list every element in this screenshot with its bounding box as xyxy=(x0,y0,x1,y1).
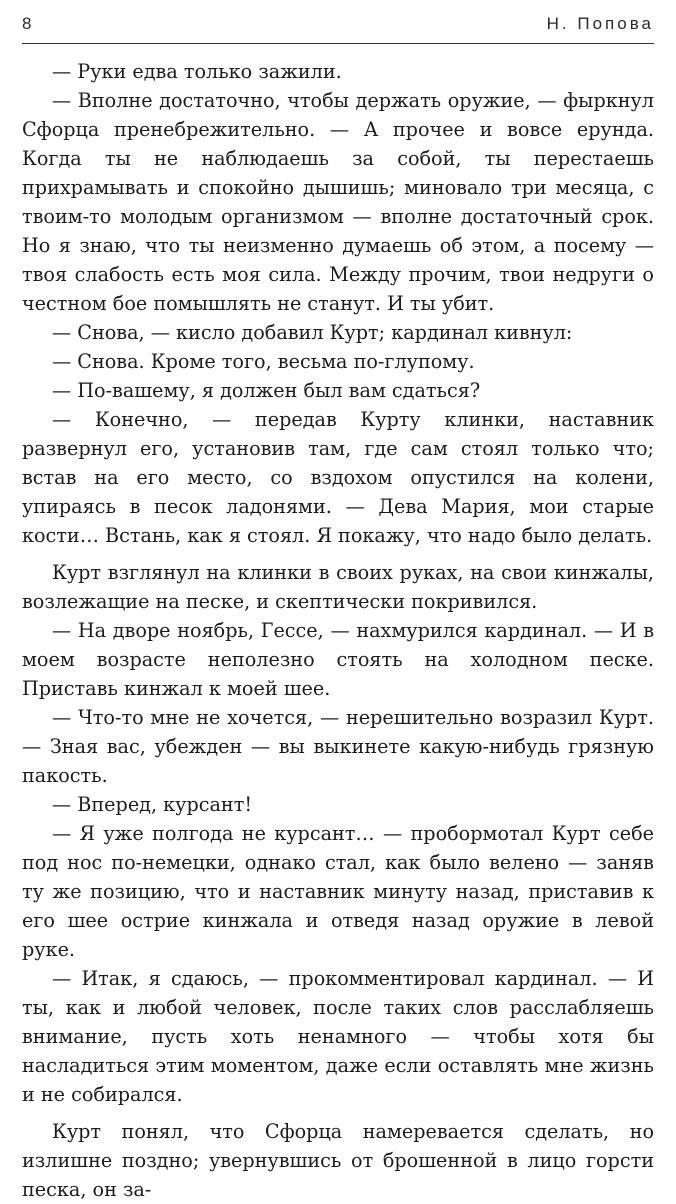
paragraph: — На дворе ноябрь, Гессе, — нахмурился кардинал. — И в моем возрасте неполезно стоять на холодном песке. Приставь кинжал к моей шее. xyxy=(22,619,654,700)
page-header xyxy=(22,14,654,38)
paragraph: — Снова. Кроме того, весьма по-глупому. xyxy=(52,350,475,373)
paragraph: — Вполне достаточно, чтобы держать оружие, — фыркнул Сфорца пренебрежительно. — А прочее и вовсе ерунда. Когда ты не наблюдаешь за собой, ты перестаешь прихрамывать и спокойно дышишь; миновало три месяца, с твоим-то молодым организмом — вполне достаточный срок. Но я знаю, что ты неизменно думаешь об этом, а посему — твоя слабость есть моя сила. Между прочим, твои недруги о честном бое помышлять не станут. И ты убит. xyxy=(22,89,654,315)
paragraph: — Конечно, — передав Курту клинки, наставник развернул его, установив там, где сам стоял только что; встав на его место, со вздохом опустился на колени, упираясь в песок ладонями. — Дева Мария, мои старые кости… Встань, как я стоял. Я покажу, что надо было делать. xyxy=(22,408,654,547)
header-rule xyxy=(22,43,654,44)
paragraph: — Вперед, курсант! xyxy=(52,793,253,816)
paragraph: — Руки едва только зажили. xyxy=(52,60,342,83)
paragraph: — По-вашему, я должен был вам сдаться? xyxy=(52,379,481,402)
paragraph: — Снова, — кисло добавил Курт; кардинал кивнул: xyxy=(52,321,573,344)
page-number: 8 xyxy=(22,14,34,33)
paragraph: — Я уже полгода не курсант… — пробормотал Курт себе под нос по-немецки, однако стал, как было велено — заняв ту же позицию, что и наставник минуту назад, приставив к его шее острие кинжала и отведя назад оружие в левой руке. xyxy=(22,822,654,961)
paragraph: Курт взглянул на клинки в своих руках, на свои кинжалы, возлежащие на песке, и скептически покривился. xyxy=(22,561,654,613)
running-head-author: Н. Попова xyxy=(546,14,654,33)
paragraph: — Итак, я сдаюсь, — прокомментировал кардинал. — И ты, как и любой человек, после таких слов расслабляешь внимание, пусть хоть ненамного — чтобы хотя бы насладиться этим моментом, даже если оставлять мне жизнь и не собирался. xyxy=(22,967,654,1106)
paragraph: Курт понял, что Сфорца намеревается сделать, но излишне поздно; увернувшись от брошенной в лицо горсти песка, он за- xyxy=(22,1120,654,1201)
body-text xyxy=(22,57,654,1204)
paragraph: — Что-то мне не хочется, — нерешительно возразил Курт. — Зная вас, убежден — вы выкинете какую-нибудь грязную пакость. xyxy=(22,706,654,787)
